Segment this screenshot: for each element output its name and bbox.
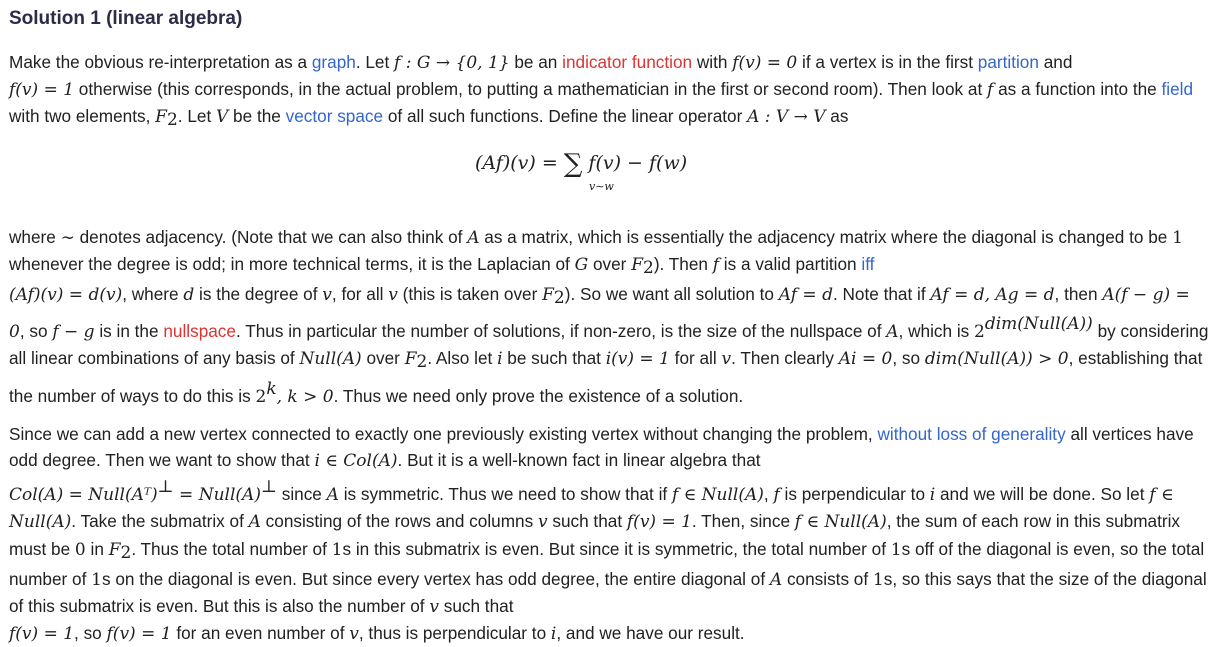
- math-expression: i: [497, 349, 503, 370]
- math-expression: v: [388, 285, 398, 306]
- text-run: . Thus in particular the number of solutions, if non-zero, is the size of the nullspace of: [235, 321, 887, 342]
- text-run: ). Then: [653, 253, 713, 274]
- text-run: , so: [74, 623, 107, 644]
- math-expression: 1: [1172, 227, 1183, 248]
- text-run: s on the diagonal is even. But since every vertex has odd degree, the entire diagonal of: [102, 568, 770, 589]
- math-expression: A: [886, 322, 899, 343]
- text-run: , so: [19, 321, 53, 342]
- math-expression: v: [349, 624, 359, 645]
- text-run: . Note that if: [832, 284, 931, 305]
- math-expression: Af = d, Ag = d: [930, 285, 1055, 306]
- math-expression: 1: [331, 539, 343, 560]
- math-expression: 1: [872, 569, 884, 590]
- text-run: , so: [892, 348, 925, 369]
- text-run: for an even number of: [171, 623, 350, 644]
- text-run: is perpendicular to: [779, 484, 930, 505]
- link-vector-space[interactable]: vector space: [285, 106, 384, 127]
- text-run: for all: [669, 348, 722, 369]
- math-expression: Ai = 0: [838, 349, 893, 370]
- math-expression: v: [721, 349, 732, 370]
- link-graph[interactable]: graph: [311, 52, 356, 72]
- text-run: whenever the degree is odd; in more technical terms, it is the Laplacian of: [9, 253, 575, 274]
- text-run: denotes adjacency. (Note that we can also think of: [74, 226, 468, 247]
- equation-main: (Af)(v) = ∑ f(v) − f(w): [475, 148, 688, 179]
- text-run: with two elements,: [9, 106, 156, 127]
- text-run: , thus is perpendicular to: [358, 623, 551, 644]
- link-partition[interactable]: partition: [977, 52, 1039, 72]
- text-run: s, so this says that the size of the diagonal of this submatrix is even. But this is also the number of: [9, 568, 1207, 617]
- math-expression: A(f − g) = 0: [9, 285, 1190, 343]
- math-expression: 1: [890, 539, 902, 560]
- math-expression: F: [404, 349, 417, 370]
- text-run: , then: [1054, 284, 1103, 305]
- math-expression: ∼: [60, 227, 75, 248]
- text-run: be an: [509, 52, 563, 72]
- math-expression: dim(Null(A)) > 0: [924, 349, 1069, 370]
- link-field[interactable]: field: [1161, 79, 1194, 100]
- math-expression: f ∈ Null(A): [9, 485, 1174, 533]
- text-run: , establishing that the number of ways to do this is: [9, 348, 1203, 406]
- text-run: . Then clearly: [731, 348, 839, 369]
- text-run: . Thus the total number of: [131, 538, 332, 559]
- link-nullspace[interactable]: nullspace: [163, 321, 236, 342]
- math-expression: Af = d: [778, 285, 833, 306]
- math-expression: 2: [120, 542, 132, 563]
- math-expression: f: [773, 485, 780, 506]
- math-expression: 1: [91, 569, 102, 590]
- text-run: , where: [122, 284, 184, 305]
- text-run: all vertices have odd degree. Then we want to show that: [9, 423, 1194, 471]
- paragraph-operator: [9, 224, 1209, 410]
- link-indicator-function[interactable]: indicator function: [562, 52, 693, 72]
- text-run: . Then, since: [691, 511, 795, 532]
- article-section: [9, 0, 1209, 647]
- text-run: with: [692, 52, 733, 72]
- text-run: and we will be done. So let: [935, 484, 1150, 505]
- math-expression: ⊥: [157, 477, 174, 498]
- text-run: as: [825, 106, 849, 127]
- text-run: (this is taken over: [397, 284, 543, 305]
- math-expression: 2: [974, 322, 985, 343]
- text-run: . But it is a well-known fact in linear algebra that: [397, 450, 761, 471]
- math-expression: f ∈ Null(A): [794, 512, 887, 533]
- math-expression: (Af)(v) = d(v): [9, 285, 123, 306]
- math-expression: 2: [255, 386, 267, 407]
- math-expression: 2: [642, 257, 654, 278]
- text-run: consists of: [782, 568, 873, 589]
- math-expression: 0: [74, 539, 86, 560]
- math-expression: v: [537, 512, 548, 533]
- math-expression: V: [216, 107, 229, 128]
- text-run: as a function into the: [993, 79, 1162, 100]
- text-run: is symmetric. Thus we need to show that if: [338, 484, 672, 505]
- text-run: . Also let: [427, 348, 498, 369]
- math-expression: A: [248, 512, 261, 533]
- text-run: s in this submatrix is even. But since it is symmetric, the total number of: [342, 538, 891, 559]
- text-run: over: [361, 348, 405, 369]
- math-expression: f: [712, 254, 720, 275]
- text-run: , which is: [898, 321, 975, 342]
- text-run: . Take the submatrix of: [71, 511, 249, 532]
- section-heading: Solution 1 (linear algebra): [9, 8, 243, 29]
- text-run: consisting of the rows and columns: [260, 511, 538, 532]
- math-expression: 2: [416, 352, 428, 373]
- text-run: . Thus we need only prove the existence of a solution.: [333, 385, 744, 406]
- text-run: is in the: [94, 321, 164, 342]
- text-run: be the: [228, 106, 286, 127]
- math-expression: = Null(A): [173, 485, 261, 506]
- text-run: otherwise (this corresponds, in the actual problem, to putting a mathematician in the first or second room). Then look at: [74, 79, 988, 100]
- text-run: Make the obvious re-interpretation as a: [9, 52, 312, 72]
- math-expression: k: [266, 378, 277, 399]
- math-expression: F: [542, 285, 554, 306]
- text-run: in: [85, 538, 109, 559]
- math-expression: , k > 0: [276, 386, 334, 407]
- text-run: is the degree of: [194, 284, 323, 305]
- math-expression: ⊥: [260, 477, 277, 498]
- math-expression: A: [467, 227, 480, 248]
- math-expression: f: [987, 80, 994, 101]
- text-run: ). So we want all solution to: [564, 284, 779, 305]
- text-run: , the sum of each row in this submatrix must be: [9, 511, 1180, 559]
- link-without-loss-of-generality[interactable]: without loss of generality: [877, 423, 1066, 444]
- text-run: Since we can add a new vertex connected to exactly one previously existing vertex without changing the problem,: [9, 423, 878, 444]
- text-run: if a vertex is in the first: [797, 52, 978, 72]
- text-run: since: [276, 484, 327, 505]
- math-expression: f ∈ Null(A): [671, 485, 764, 506]
- math-expression: 2: [553, 288, 565, 309]
- math-expression: A : V → V: [747, 107, 826, 128]
- text-run: where: [9, 226, 61, 247]
- math-expression: dim(Null(A)): [984, 314, 1093, 335]
- math-expression: G: [574, 254, 589, 275]
- math-expression: f(v) = 1: [106, 624, 172, 645]
- link-iff[interactable]: iff: [861, 253, 875, 274]
- math-f-map: f : G → {0, 1}: [394, 53, 510, 73]
- math-expression: f(v) = 1: [9, 624, 75, 645]
- math-expression: d: [183, 285, 195, 306]
- text-run: s off of the diagonal is even, so the total number of: [9, 538, 1205, 589]
- text-run: as a matrix, which is essentially the adjacency matrix where the diagonal is changed to be: [479, 226, 1173, 247]
- math-expression: i: [929, 485, 936, 506]
- text-run: by considering all linear combinations of any basis of: [9, 321, 1209, 369]
- math-expression: i(v) = 1: [605, 349, 670, 370]
- math-expression: Null(A): [299, 349, 362, 370]
- text-run: and: [1038, 52, 1073, 72]
- text-run: , and we have our result.: [556, 623, 745, 644]
- math-expression: i ∈ Col(A): [314, 451, 398, 472]
- text-run: . Let: [355, 52, 395, 72]
- math-expression: F: [631, 254, 643, 275]
- math-expression: Col(A) = Null(Aᵀ): [9, 485, 158, 506]
- math-expression: f − g: [52, 322, 95, 343]
- math-expression: v: [429, 597, 439, 618]
- paragraph-proof: [9, 421, 1209, 647]
- text-run: over: [588, 253, 632, 274]
- math-expression: A: [769, 569, 783, 590]
- paragraph-intro: [9, 49, 1209, 134]
- text-run: , for all: [331, 284, 389, 305]
- math-expression: f(v) = 1: [626, 512, 692, 533]
- display-equation: [9, 134, 1209, 224]
- math-expression: 2: [166, 110, 178, 131]
- math-expression: f(v) = 0: [732, 53, 798, 73]
- math-expression: i: [550, 624, 557, 645]
- text-run: such that: [547, 511, 627, 532]
- text-run: such that: [438, 596, 514, 617]
- equation-sum-index: v∼w: [589, 179, 614, 193]
- text-run: of all such functions. Define the linear operator: [383, 106, 748, 127]
- text-run: is a valid partition: [719, 253, 862, 274]
- math-expression: F: [155, 107, 167, 128]
- text-run: ,: [763, 484, 774, 505]
- math-expression: A: [326, 485, 339, 506]
- text-run: be such that: [502, 348, 606, 369]
- text-run: . Let: [177, 106, 216, 127]
- math-expression: F: [108, 539, 121, 560]
- math-expression: v: [322, 285, 332, 306]
- math-expression: f(v) = 1: [9, 80, 75, 101]
